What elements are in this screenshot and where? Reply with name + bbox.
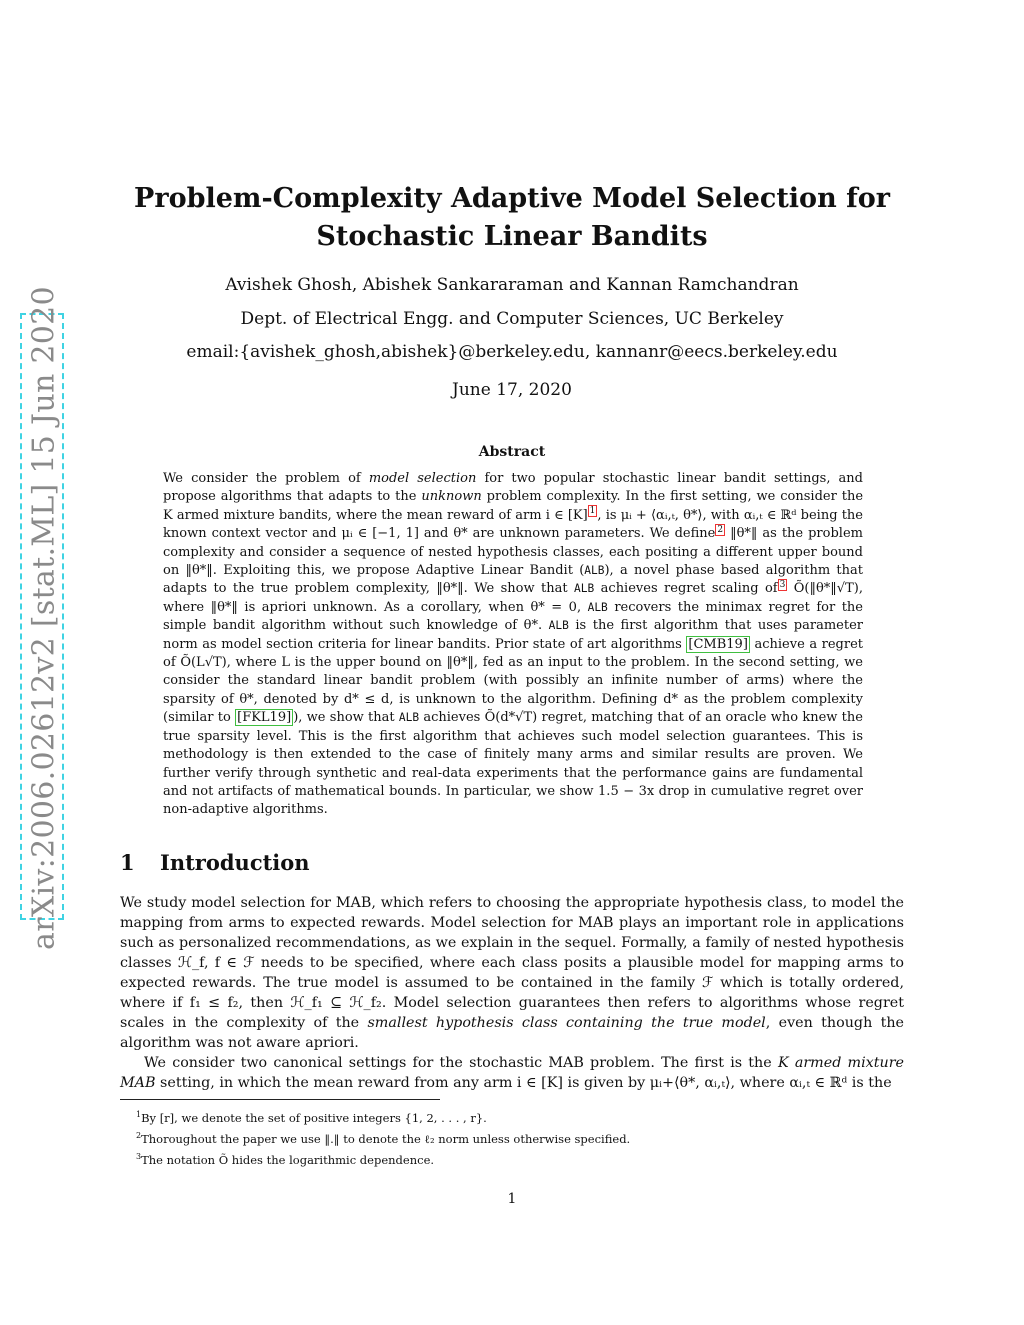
authors: Avishek Ghosh, Abishek Sankararaman and Kannan Ramchandran: [225, 275, 799, 295]
abstract-heading: Abstract: [478, 444, 546, 460]
citation-fkl19[interactable]: [FKL19]: [237, 710, 292, 726]
affiliation: Dept. of Electrical Engg. and Computer Sciences, UC Berkeley: [240, 309, 784, 329]
section-number: 1: [120, 850, 135, 875]
footnote-ref-1[interactable]: 1: [589, 506, 596, 517]
page-number: 1: [507, 1191, 517, 1207]
paragraph: We consider two canonical settings for the stochastic MAB problem. The first is the K armed mixture MAB setting, in which the mean reward from any arm i ∈ [K] is given by μᵢ+⟨θ*, αᵢ,ₜ⟩, where αᵢ,ₜ ∈ ℝᵈ is the: [120, 1055, 904, 1091]
email: email:{avishek_ghosh,abishek}@berkeley.edu, kannanr@eecs.berkeley.edu: [186, 342, 838, 362]
title-line-1: Problem-Complexity Adaptive Model Selection for: [134, 183, 890, 214]
citation-cmb19[interactable]: [CMB19]: [688, 636, 748, 652]
abstract-body: We consider the problem of model selection for two popular stochastic linear bandit settings, and propose algorithms that adapts to the unknown problem complexity. In the first setting, we consider the K armed mixture bandits, where the mean reward of arm i ∈ [K] $^1$ , is μᵢ + ⟨αᵢ,ₜ, θ*⟩, with αᵢ,ₜ ∈ ℝᵈ being the known context vector and μᵢ ∈ [−1, 1] and θ* are unknown parameters. We define $^2$ ‖θ*‖ as the problem complexity and consider a sequence of nested hypothesis classes, each positing a different upper bound on ‖θ*‖. Exploiting this, we propose Adaptive Linear Bandit (ALB), a novel phase based algorithm that adapts to the true problem complexity, ‖θ*‖. We show that ALB achieves regret scaling of $^3$ Õ(‖θ*‖√T), where ‖θ*‖ is apriori unknown. As a corollary, when θ* = 0, ALB recovers the minimax regret for the simple bandit algorithm without such knowledge of θ*. ALB is the first algorithm that uses parameter norm as model section criteria for linear bandits. Prior state of art algorithms [CMB19] achieve a regret of Õ(L√T), where L is the upper bound on ‖θ*‖, fed as an input to the problem. In the second setting, we consider the standard linear bandit problem (with possibly an infinite number of arms) where the sparsity of θ*, denoted by d* ≤ d, is unknown to the algorithm. Defining d* as the problem complexity (similar to [FKL19] ), we show that ALB achieves Õ(d*√T) regret, matching that of an oracle who knew the true sparsity level. This is the first algorithm that achieves such model selection guarantees. This is methodology is then extended to the case of finitely many arms and similar results are proven. We further verify through synthetic and real-data experiments that the performance gains are fundamental and not artifacts of mathematical bounds. In particular, we show 1.5 − 3x drop in cumulative regret over non-adaptive algorithms.: [163, 471, 864, 818]
arxiv-identifier: arXiv:2006.02612v2 [stat.ML] 15 Jun 2020: [26, 286, 62, 950]
title-line-2: Stochastic Linear Bandits: [316, 221, 708, 252]
paper-title: [110, 180, 914, 256]
arxiv-stamp: [20, 286, 64, 950]
date: June 17, 2020: [452, 380, 572, 400]
footnotes: [120, 1106, 904, 1168]
section-heading: [120, 850, 310, 875]
footnote-ref-2[interactable]: 2: [717, 524, 724, 535]
footnote: $^1$By [r], we denote the set of positive integers {1, 2, . . . , r}.: [136, 1110, 487, 1125]
footnote-ref-3[interactable]: 3: [779, 580, 786, 591]
paragraph: We study model selection for MAB, which refers to choosing the appropriate hypothesis class, to model the mapping from arms to expected rewards. Model selection for MAB plays an important role in applications such as personalized recommendations, as we explain in the sequel. Formally, a family of nested hypothesis classes ℋ_f, f ∈ ℱ needs to be specified, where each class posits a plausible model for mapping arms to expected rewards. The true model is assumed to be contained in the family ℱ which is totally ordered, where if f₁ ≤ f₂, then ℋ_f₁ ⊆ ℋ_f₂. Model selection guarantees then refers to algorithms whose regret scales in the complexity of the smallest hypothesis class containing the true model, even though the algorithm was not aware apriori.: [120, 895, 905, 1051]
introduction-body: [120, 893, 904, 1093]
section-title: Introduction: [160, 850, 310, 875]
footnote-rule: [120, 1099, 440, 1100]
footnote: $^2$Thoroughout the paper we use ‖.‖ to denote the ℓ₂ norm unless otherwise specified.: [136, 1130, 631, 1146]
footnote: $^3$The notation Õ hides the logarithmic dependence.: [136, 1151, 435, 1167]
